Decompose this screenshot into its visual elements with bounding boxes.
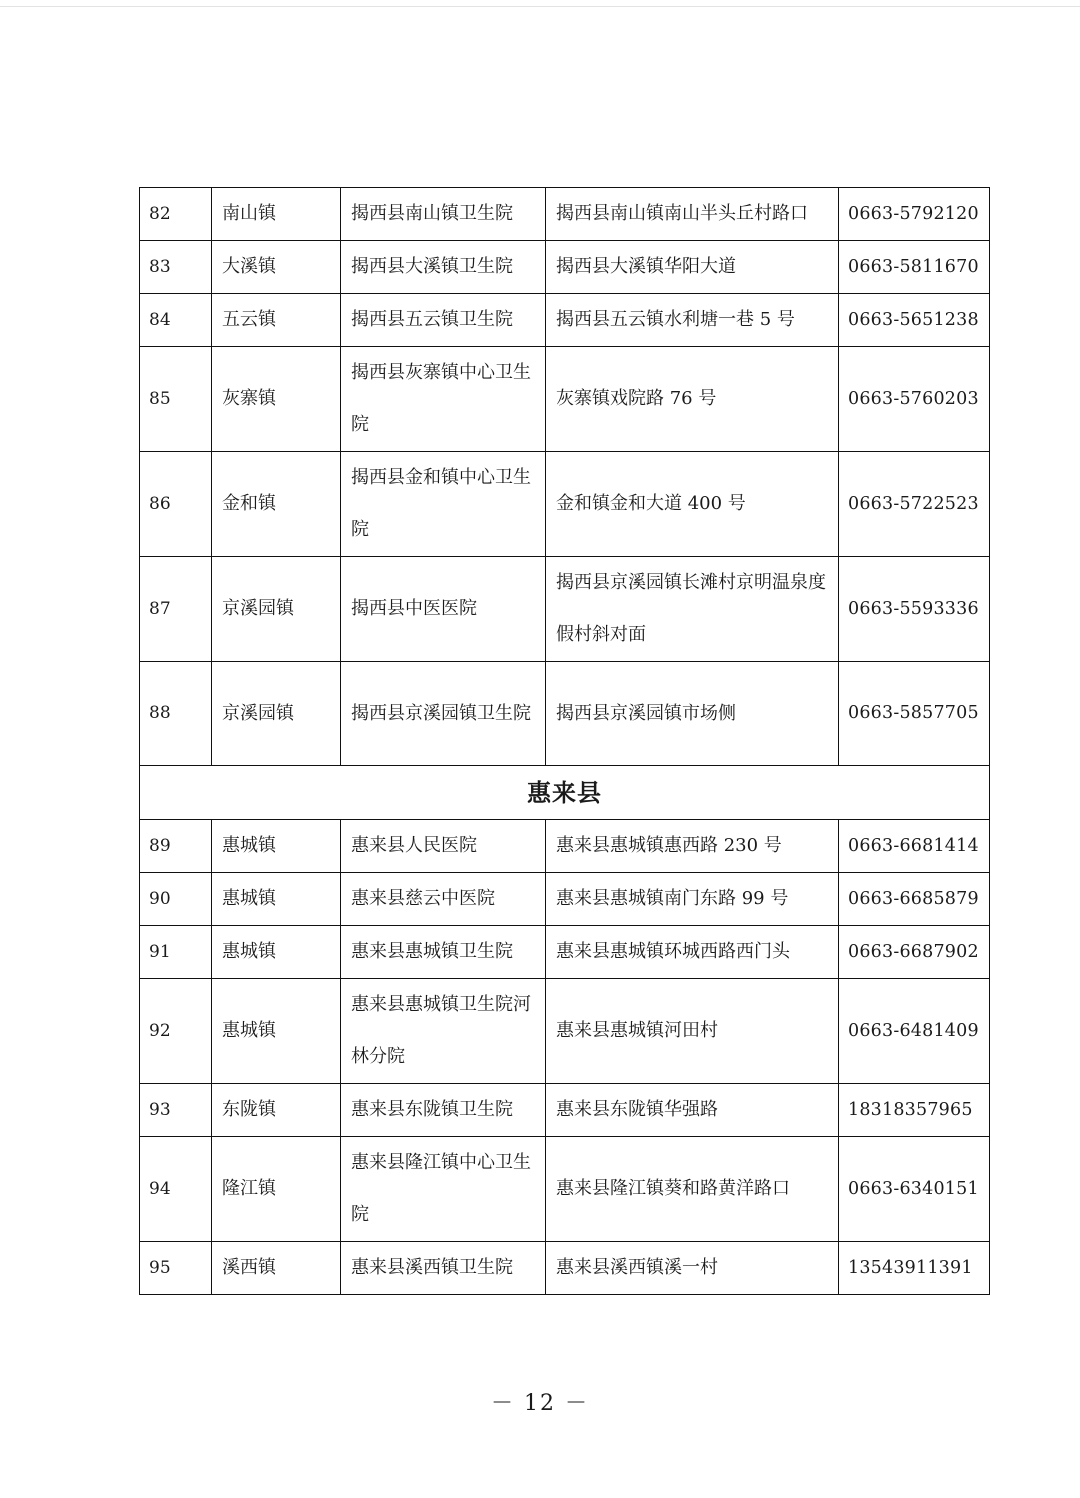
phone-cell: 18318357965 bbox=[839, 1084, 990, 1137]
hospital-name: 揭西县灰寨镇中心卫生院 bbox=[351, 362, 531, 435]
town-cell: 隆江镇 bbox=[212, 1137, 341, 1242]
hospital-name: 揭西县金和镇中心卫生院 bbox=[351, 467, 531, 540]
town-cell: 溪西镇 bbox=[212, 1242, 341, 1295]
page-number: － 12 － bbox=[491, 1391, 589, 1416]
address-cell: 惠来县惠城镇惠西路 230 号 bbox=[546, 820, 839, 873]
row-number: 90 bbox=[140, 873, 212, 926]
town-cell: 南山镇 bbox=[212, 188, 341, 241]
address-cell bbox=[546, 557, 839, 662]
row-number: 88 bbox=[140, 662, 212, 766]
scan-top-edge bbox=[0, 6, 1080, 7]
table-row bbox=[140, 188, 990, 241]
hospital-name: 惠来县惠城镇卫生院河林分院 bbox=[351, 994, 531, 1067]
address-cell: 惠来县隆江镇葵和路黄洋路口 bbox=[546, 1137, 839, 1242]
row-number: 92 bbox=[140, 979, 212, 1084]
row-number: 94 bbox=[140, 1137, 212, 1242]
hospital-cell bbox=[341, 1137, 546, 1242]
address-cell: 惠来县惠城镇河田村 bbox=[546, 979, 839, 1084]
county-section-title: 惠来县 bbox=[140, 766, 990, 820]
row-number: 82 bbox=[140, 188, 212, 241]
hospital-name: 揭西县京溪园镇卫生院 bbox=[351, 702, 531, 724]
address-cell: 惠来县惠城镇环城西路西门头 bbox=[546, 926, 839, 979]
hospital-directory-table bbox=[139, 187, 990, 1295]
town-cell: 惠城镇 bbox=[212, 926, 341, 979]
hospital-cell: 惠来县东陇镇卫生院 bbox=[341, 1084, 546, 1137]
hospital-name: 惠来县隆江镇中心卫生院 bbox=[351, 1152, 531, 1225]
address-cell: 灰寨镇戏院路 76 号 bbox=[546, 347, 839, 452]
row-number: 89 bbox=[140, 820, 212, 873]
address-cell: 惠来县惠城镇南门东路 99 号 bbox=[546, 873, 839, 926]
town-cell: 大溪镇 bbox=[212, 241, 341, 294]
row-number: 93 bbox=[140, 1084, 212, 1137]
town-cell: 东陇镇 bbox=[212, 1084, 341, 1137]
table-row bbox=[140, 452, 990, 557]
row-number: 87 bbox=[140, 557, 212, 662]
address-cell: 惠来县东陇镇华强路 bbox=[546, 1084, 839, 1137]
phone-cell: 0663-5811670 bbox=[839, 241, 990, 294]
table-row bbox=[140, 926, 990, 979]
address-text: 揭西县京溪园镇长滩村京明温泉度假村斜对面 bbox=[556, 572, 826, 645]
address-cell: 揭西县五云镇水利塘一巷 5 号 bbox=[546, 294, 839, 347]
table-row bbox=[140, 241, 990, 294]
row-number: 84 bbox=[140, 294, 212, 347]
hospital-cell bbox=[341, 662, 546, 766]
table-row bbox=[140, 557, 990, 662]
phone-cell: 0663-5651238 bbox=[839, 294, 990, 347]
hospital-cell: 揭西县五云镇卫生院 bbox=[341, 294, 546, 347]
phone-cell: 0663-6681414 bbox=[839, 820, 990, 873]
phone-cell: 0663-5593336 bbox=[839, 557, 990, 662]
address-cell: 揭西县南山镇南山半头丘村路口 bbox=[546, 188, 839, 241]
address-cell: 揭西县京溪园镇市场侧 bbox=[546, 662, 839, 766]
hospital-cell: 揭西县大溪镇卫生院 bbox=[341, 241, 546, 294]
town-cell: 京溪园镇 bbox=[212, 662, 341, 766]
town-cell: 惠城镇 bbox=[212, 873, 341, 926]
phone-cell: 0663-6340151 bbox=[839, 1137, 990, 1242]
table-row bbox=[140, 1242, 990, 1295]
phone-cell: 0663-5792120 bbox=[839, 188, 990, 241]
table-row bbox=[140, 1137, 990, 1242]
table-row bbox=[140, 1084, 990, 1137]
table-row bbox=[140, 662, 990, 766]
phone-cell: 0663-6687902 bbox=[839, 926, 990, 979]
town-cell: 惠城镇 bbox=[212, 820, 341, 873]
hospital-cell: 惠来县人民医院 bbox=[341, 820, 546, 873]
phone-cell: 0663-5722523 bbox=[839, 452, 990, 557]
row-number: 86 bbox=[140, 452, 212, 557]
address-cell: 金和镇金和大道 400 号 bbox=[546, 452, 839, 557]
table-row bbox=[140, 347, 990, 452]
hospital-cell: 惠来县惠城镇卫生院 bbox=[341, 926, 546, 979]
section-header-row bbox=[140, 766, 990, 820]
table-row bbox=[140, 820, 990, 873]
phone-cell: 13543911391 bbox=[839, 1242, 990, 1295]
hospital-cell: 惠来县慈云中医院 bbox=[341, 873, 546, 926]
address-cell: 揭西县大溪镇华阳大道 bbox=[546, 241, 839, 294]
address-cell: 惠来县溪西镇溪一村 bbox=[546, 1242, 839, 1295]
hospital-cell bbox=[341, 347, 546, 452]
row-number: 85 bbox=[140, 347, 212, 452]
table-row bbox=[140, 873, 990, 926]
town-cell: 五云镇 bbox=[212, 294, 341, 347]
town-cell: 金和镇 bbox=[212, 452, 341, 557]
hospital-cell: 惠来县溪西镇卫生院 bbox=[341, 1242, 546, 1295]
row-number: 83 bbox=[140, 241, 212, 294]
phone-cell: 0663-5857705 bbox=[839, 662, 990, 766]
hospital-cell bbox=[341, 979, 546, 1084]
phone-cell: 0663-6481409 bbox=[839, 979, 990, 1084]
town-cell: 惠城镇 bbox=[212, 979, 341, 1084]
hospital-cell bbox=[341, 452, 546, 557]
table-row bbox=[140, 294, 990, 347]
phone-cell: 0663-6685879 bbox=[839, 873, 990, 926]
table-row bbox=[140, 979, 990, 1084]
row-number: 95 bbox=[140, 1242, 212, 1295]
row-number: 91 bbox=[140, 926, 212, 979]
hospital-cell: 揭西县中医医院 bbox=[341, 557, 546, 662]
town-cell: 京溪园镇 bbox=[212, 557, 341, 662]
hospital-cell: 揭西县南山镇卫生院 bbox=[341, 188, 546, 241]
phone-cell: 0663-5760203 bbox=[839, 347, 990, 452]
town-cell: 灰寨镇 bbox=[212, 347, 341, 452]
